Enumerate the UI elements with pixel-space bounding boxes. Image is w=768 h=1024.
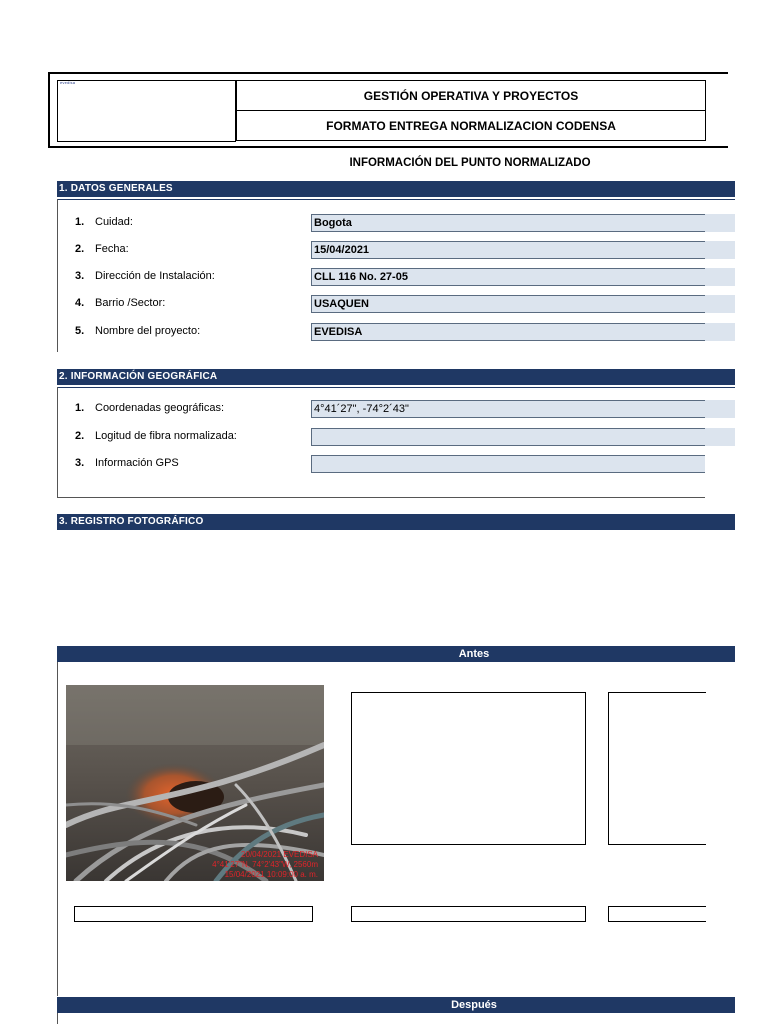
field-extension (705, 323, 735, 341)
field-project-name (75, 323, 735, 341)
before-label: Antes (458, 648, 490, 660)
fiber-length-field[interactable] (311, 428, 705, 446)
field-extension (705, 295, 735, 313)
field-label: Coordenadas geográficas: (95, 402, 225, 414)
field-number: 3. (75, 457, 85, 469)
page-subtitle: INFORMACIÓN DEL PUNTO NORMALIZADO (349, 157, 591, 169)
field-label: Barrio /Sector: (95, 297, 166, 309)
section-left-border (57, 199, 58, 352)
photo-stamp-line2: 4°41'27"N, 74°2'43"W, 2560m (212, 860, 318, 869)
section-geographic-header: 2. INFORMACIÓN GEOGRÁFICA (57, 369, 735, 385)
field-extension (705, 214, 735, 232)
after-section-left-border (57, 1013, 58, 1024)
field-extension (705, 428, 735, 446)
before-photo-slot-2[interactable] (351, 692, 586, 845)
before-photo (66, 685, 324, 881)
before-caption-1[interactable] (74, 906, 313, 922)
field-extension (705, 268, 735, 286)
field-fiber-length (75, 428, 735, 446)
logo-cell (57, 80, 236, 142)
field-extension (705, 241, 735, 259)
field-label: Dirección de Instalación: (95, 270, 215, 282)
gps-field[interactable] (311, 455, 705, 473)
address-field[interactable]: CLL 116 No. 27-05 (311, 268, 705, 286)
section-photo-header: 3. REGISTRO FOTOGRÁFICO (57, 514, 735, 530)
company-logo: evedisa (60, 80, 76, 85)
after-label: Después (451, 999, 497, 1011)
field-extension (705, 400, 735, 418)
field-label: Cuidad: (95, 216, 133, 228)
field-label: Fecha: (95, 243, 129, 255)
field-label: Logitud de fibra normalizada: (95, 430, 237, 442)
section-bottom-border (57, 497, 705, 498)
date-field[interactable]: 15/04/2021 (311, 241, 705, 259)
field-number: 1. (75, 402, 85, 414)
field-number: 1. (75, 216, 85, 228)
header-title: GESTIÓN OPERATIVA Y PROYECTOS (236, 80, 706, 111)
section-general-data-header: 1. DATOS GENERALES (57, 181, 735, 197)
project-name-field[interactable]: EVEDISA (311, 323, 705, 341)
field-date (75, 241, 735, 259)
header-format-title: FORMATO ENTREGA NORMALIZACION CODENSA (236, 110, 706, 141)
photo-section-left-border (57, 662, 58, 996)
coordinates-field[interactable]: 4°41´27", -74°2´43" (311, 400, 705, 418)
city-field[interactable]: Bogota (311, 214, 705, 232)
field-number: 3. (75, 270, 85, 282)
field-number: 5. (75, 325, 85, 337)
section-divider (57, 387, 735, 388)
section-left-border (57, 387, 58, 498)
field-coordinates (75, 400, 735, 418)
field-label: Nombre del proyecto: (95, 325, 201, 337)
neighborhood-field[interactable]: USAQUEN (311, 295, 705, 313)
field-address (75, 268, 735, 286)
field-gps (75, 455, 735, 473)
section-divider (57, 199, 735, 200)
field-label: Información GPS (95, 457, 179, 469)
before-photo-slot-3[interactable] (608, 692, 706, 845)
photo-stamp-line3: 15/04/2021 10:09:00 a. m. (224, 870, 318, 879)
field-number: 4. (75, 297, 85, 309)
before-band (57, 646, 735, 662)
field-number: 2. (75, 243, 85, 255)
before-caption-3[interactable] (608, 906, 706, 922)
before-caption-2[interactable] (351, 906, 586, 922)
field-city (75, 214, 735, 232)
photo-stamp-line1: 20/04/2021 EVEDISA (241, 850, 318, 859)
field-number: 2. (75, 430, 85, 442)
after-band (57, 997, 735, 1013)
field-neighborhood (75, 295, 735, 313)
